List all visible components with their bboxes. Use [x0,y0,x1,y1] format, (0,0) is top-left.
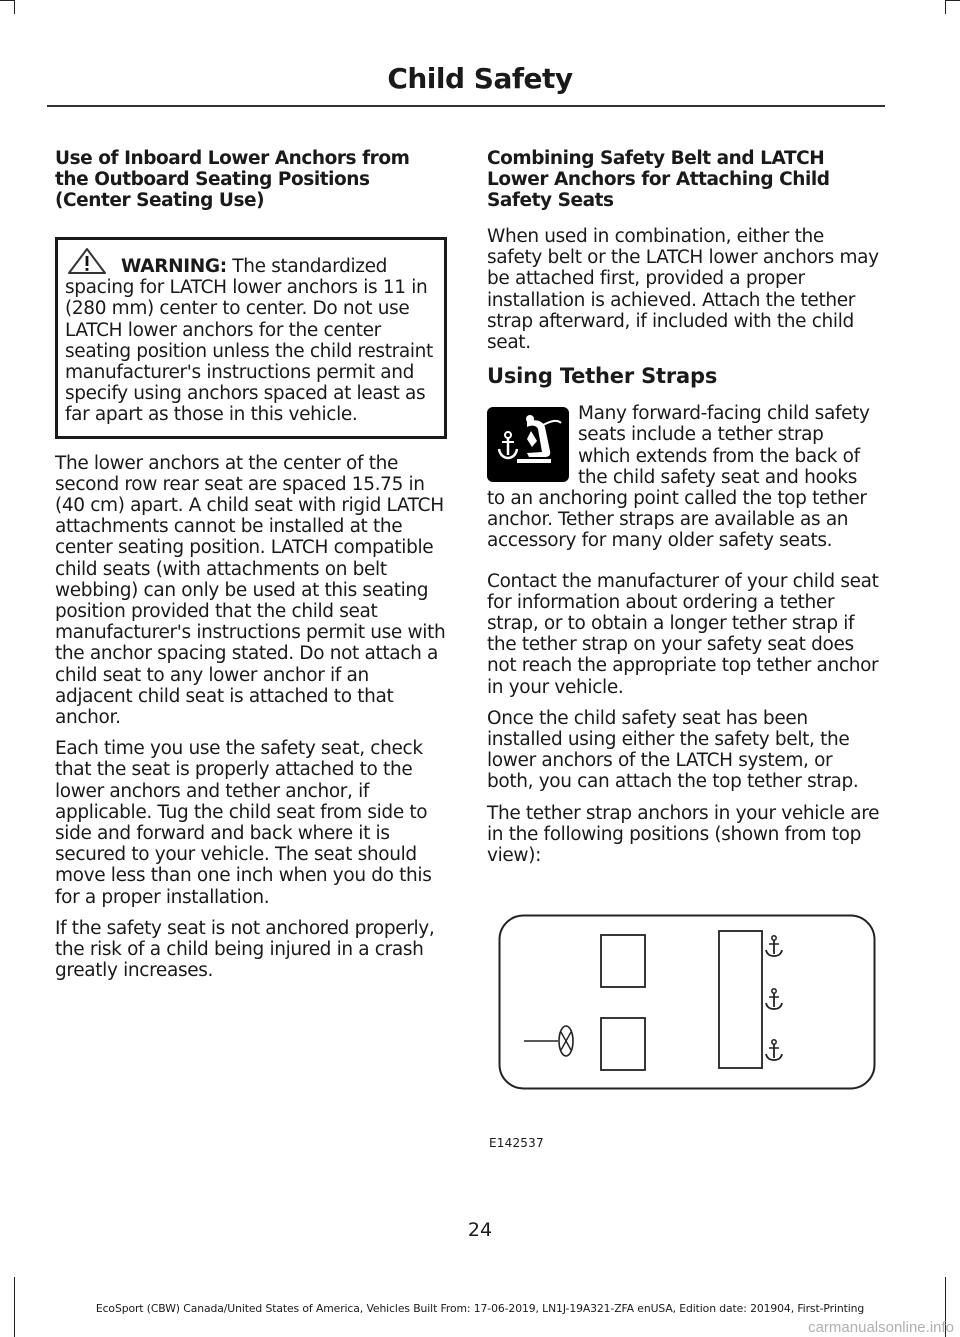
paragraph-combination: When used in combination, either the safety belt or the LATCH lower anchors may be attached first, provided a proper installation is achieved. Attach the tether strap afterward, if included with the child seat. [487,226,879,354]
right-column [487,148,880,876]
warning-box [55,237,447,439]
header-divider [47,105,885,107]
watermark: carmanualsonline.info [808,1319,954,1336]
paragraph-tether-description: Many forward-facing child safety seats include a tether strap which extends from the back of the child safety seat and hooks to an anchoring point called the top tether anchor. Tether straps are available as an accessory for many older safety seats. [487,403,870,552]
crop-mark [946,0,960,1]
footer-edition-info: EcoSport (CBW) Canada/United States of America, Vehicles Built From: 17-06-2019, LN1J-19A321-ZFA enUSA, Edition date: 201904, First-Printing [95,1302,865,1315]
section-title: Child Safety [387,62,573,95]
warning-label: WARNING: [121,256,227,277]
heading-inboard-anchors: Use of Inboard Lower Anchors from the Outboard Seating Positions (Center Seating Use) [55,148,410,211]
warning-triangle-icon [65,246,121,276]
paragraph-attach-tether: Once the child safety seat has been installed using either the safety belt, the lower anchors of the LATCH system, or both, you can attach the top tether strap. [487,707,859,793]
crop-mark [945,0,946,14]
rear-bench-seat [719,931,762,1068]
left-column [55,148,447,992]
warning-text: The standardized spacing for LATCH lower anchors is 11 in (280 mm) center to center. Do not use LATCH lower anchors for the center seating position unless the child restraint manufacturer's instructions permit and specify using anchors spaced at least as far apart as those in this vehicle. [65,256,433,426]
heading-tether-straps: Using Tether Straps [487,364,718,389]
page-number: 24 [467,1219,493,1241]
front-seat-driver [601,1018,645,1070]
paragraph-anchor-positions: The tether strap anchors in your vehicle are in the following positions (shown from top view): [487,802,880,867]
paragraph-risk: If the safety seat is not anchored properly, the risk of a child being injured in a crash greatly increases. [55,917,435,982]
figure-code: E142537 [489,1136,544,1150]
heading-combining: Combining Safety Belt and LATCH Lower Anchors for Attaching Child Safety Seats [487,148,830,211]
paragraph-check-attachment: Each time you use the safety seat, check that the seat is properly attached to the lower anchors and tether anchor, if applicable. Tug the child seat from side to side and forward and back where it is secured to your vehicle. The seat should move less than one inch when you do this for a proper installation. [55,738,432,908]
paragraph-contact-manufacturer: Contact the manufacturer of your child seat for information about ordering a tether strap, or to obtain a longer tether strap if the tether strap on your safety seat does not reach the appropriate top tether anchor in your vehicle. [487,570,879,698]
tether-anchor-diagram [498,914,876,1090]
crop-mark [0,0,14,1]
crop-mark [14,0,15,14]
tether-block [487,403,880,551]
paragraph-lower-anchors: The lower anchors at the center of the second row rear seat are spaced 15.75 in (40 cm) apart. A child seat with rigid LATCH attachments cannot be installed at the center seating position. LATCH compatible child seats (with attachments on belt webbing) can only be used at this seating position provided that the child seat manufacturer's instructions permit use with the anchor spacing stated. Do not attach a child seat to any lower anchor if an adjacent child seat is attached to that anchor. [55,452,446,729]
child-seat-anchor-icon [487,407,569,482]
warning-paragraph [65,246,437,426]
front-seat-passenger [601,935,645,987]
